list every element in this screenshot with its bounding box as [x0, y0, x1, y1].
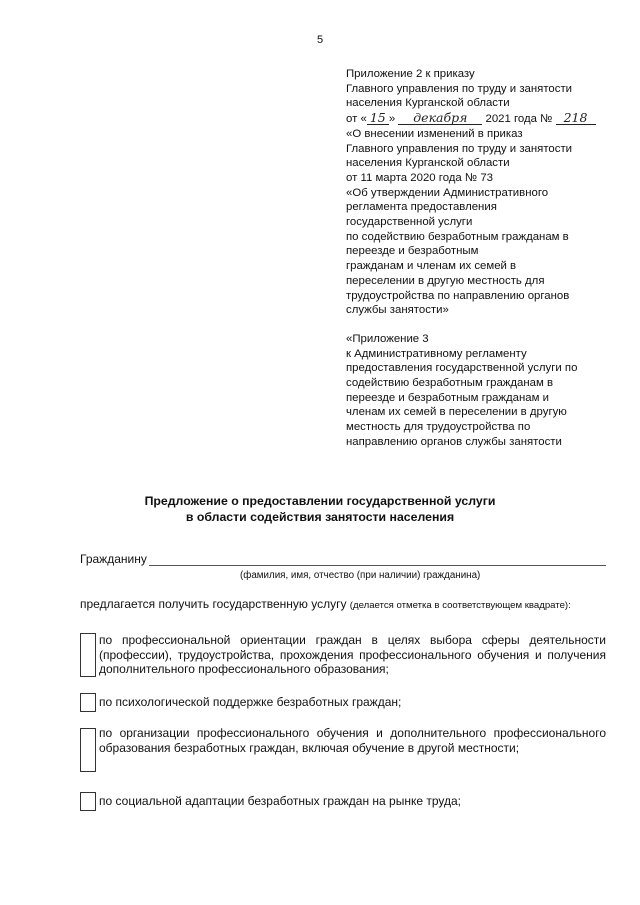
date-prefix: от « — [346, 113, 367, 126]
date-year: 2021 года № — [485, 113, 553, 126]
page-number: 5 — [316, 34, 324, 46]
appendix-line: Приложение 2 к приказу — [346, 68, 475, 80]
option-checkbox[interactable] — [80, 792, 96, 811]
option-psychological-support — [80, 693, 606, 715]
appendix3-line: содействию безработным гражданам в — [346, 377, 554, 390]
option-checkbox[interactable] — [80, 693, 96, 712]
option-checkbox[interactable] — [80, 728, 96, 772]
appendix-line: «Об утверждении Административного — [346, 186, 549, 199]
option-text: по организации профессионального обучения и дополнительного профессионального образования безработных граждан, включая обучение в другой местности; — [99, 726, 606, 755]
option-text: по психологической поддержке безработных граждан; — [99, 695, 402, 709]
appendix-line: службы занятости» — [346, 304, 449, 317]
offer-intro — [80, 597, 606, 613]
title-line-1: Предложение о предоставлении государственной услуги — [144, 494, 496, 508]
appendix3-line: предоставления государственной услуги по — [346, 362, 578, 375]
appendix3-line: местность для трудоустройства по — [346, 421, 531, 434]
citizen-name-field[interactable] — [149, 553, 606, 566]
appendix3-header — [346, 332, 618, 450]
option-career-guidance — [80, 633, 606, 679]
option-checkbox[interactable] — [80, 633, 96, 677]
appendix-line: государственной услуги — [346, 216, 473, 229]
option-vocational-training — [80, 726, 606, 772]
citizen-hint: (фамилия, имя, отчество (при наличии) гражданина) — [240, 570, 481, 581]
appendix-line: «О внесении изменений в приказ — [346, 127, 523, 140]
order-date-line — [346, 111, 618, 127]
appendix3-line: к Административному регламенту — [346, 347, 527, 360]
appendix3-line: направлению органов службы занятости — [346, 435, 562, 448]
appendix-header — [346, 67, 618, 450]
option-social-adaptation — [80, 792, 606, 814]
appendix-line: по содействию безработным гражданам в — [346, 230, 569, 243]
appendix-line: от 11 марта 2020 года № 73 — [346, 171, 493, 184]
document-title — [0, 493, 640, 525]
appendix-line: Главного управления по труду и занятости — [346, 82, 573, 95]
appendix-line: переезде и безработным — [346, 245, 479, 258]
appendix3-line: «Приложение 3 — [346, 332, 429, 345]
appendix-line: трудоустройства по направлению органов — [346, 289, 570, 302]
appendix-line: населения Курганской области — [346, 97, 510, 110]
appendix3-line: переезде и безработным гражданам и — [346, 391, 549, 404]
appendix3-line: членам их семей в переселении в другую — [346, 406, 567, 419]
appendix-line: Главного управления по труду и занятости — [346, 142, 573, 155]
offer-note: (делается отметка в соответствующем квадрате): — [349, 600, 571, 611]
option-text: по социальной адаптации безработных граждан на рынке труда; — [99, 794, 462, 808]
offer-text: предлагается получить государственную услугу — [80, 597, 347, 611]
appendix-line: гражданам и членам их семей в — [346, 260, 517, 273]
order-number-handwritten: 218 — [556, 111, 596, 125]
citizen-row — [80, 552, 606, 566]
title-line-2: в области содействия занятости населения — [185, 510, 455, 524]
appendix-line: переселении в другую местность для — [346, 274, 545, 287]
option-text: по профессиональной ориентации граждан в целях выбора сферы деятельности (профессии), трудоустройства, прохождения профессионального обучения и получения дополнительного профессионального образования; — [99, 633, 606, 676]
date-month-handwritten: декабря — [398, 111, 482, 125]
appendix-line: населения Курганской области — [346, 157, 510, 170]
appendix-line: регламента предоставления — [346, 201, 497, 214]
date-day-handwritten: 15 — [367, 111, 389, 125]
citizen-label: Гражданину — [80, 552, 147, 566]
date-sep: » — [388, 113, 396, 126]
